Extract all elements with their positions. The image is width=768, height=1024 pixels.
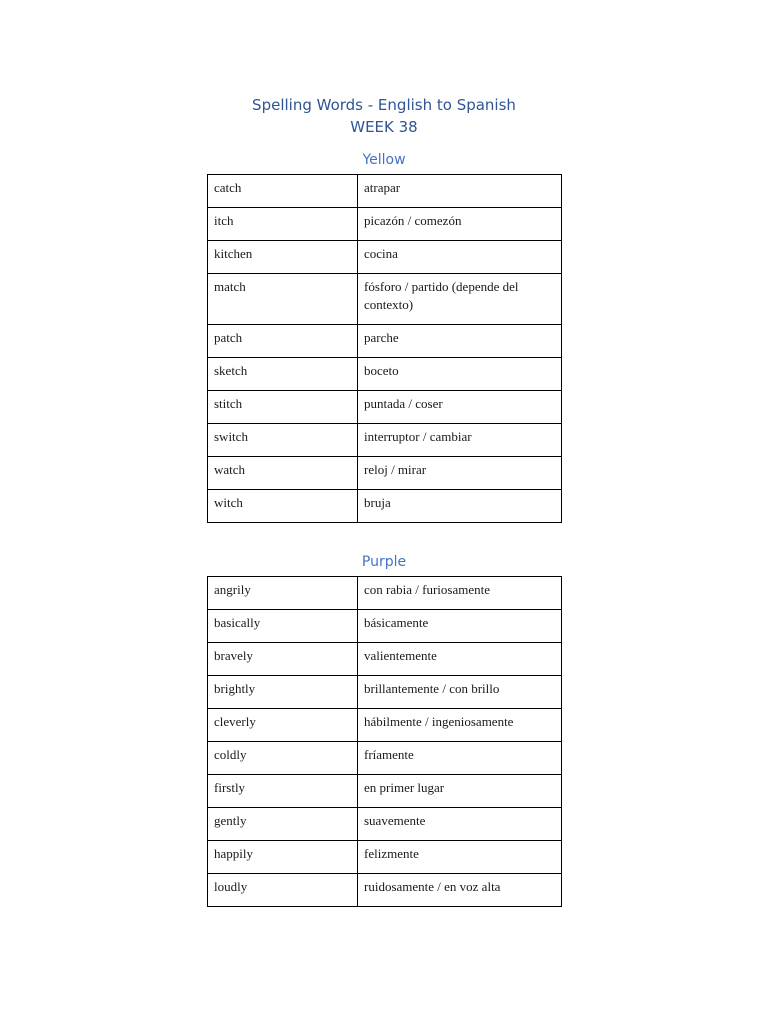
- table-row: [208, 208, 562, 241]
- word-table-yellow: [207, 174, 562, 523]
- spanish-translation: parche: [358, 325, 562, 358]
- english-word: switch: [208, 424, 358, 457]
- english-word: patch: [208, 325, 358, 358]
- table-row: [208, 610, 562, 643]
- spanish-translation: fríamente: [358, 742, 562, 775]
- spanish-translation: fósforo / partido (depende del contexto): [358, 274, 562, 325]
- english-word: bravely: [208, 643, 358, 676]
- table-row: [208, 175, 562, 208]
- section-heading-purple: Purple: [361, 554, 407, 570]
- spanish-translation: reloj / mirar: [358, 457, 562, 490]
- spanish-translation: picazón / comezón: [358, 208, 562, 241]
- spanish-translation: ruidosamente / en voz alta: [358, 874, 562, 907]
- english-word: basically: [208, 610, 358, 643]
- english-word: kitchen: [208, 241, 358, 274]
- document-title: Spelling Words - English to Spanish: [252, 96, 516, 114]
- spanish-translation: cocina: [358, 241, 562, 274]
- english-word: catch: [208, 175, 358, 208]
- table-row: [208, 325, 562, 358]
- english-word: brightly: [208, 676, 358, 709]
- table-row: [208, 358, 562, 391]
- english-word: gently: [208, 808, 358, 841]
- table-row: [208, 742, 562, 775]
- spanish-translation: en primer lugar: [358, 775, 562, 808]
- table-row: [208, 424, 562, 457]
- english-word: coldly: [208, 742, 358, 775]
- table-row: [208, 643, 562, 676]
- english-word: stitch: [208, 391, 358, 424]
- word-table-purple: [207, 576, 562, 907]
- table-row: [208, 709, 562, 742]
- table-row: [208, 874, 562, 907]
- table-row: [208, 808, 562, 841]
- table-row: [208, 490, 562, 523]
- english-word: watch: [208, 457, 358, 490]
- table-row: [208, 391, 562, 424]
- document-subtitle-week: WEEK 38: [350, 118, 418, 136]
- english-word: angrily: [208, 577, 358, 610]
- english-word: match: [208, 274, 358, 325]
- english-word: cleverly: [208, 709, 358, 742]
- spanish-translation: hábilmente / ingeniosamente: [358, 709, 562, 742]
- table-row: [208, 577, 562, 610]
- spanish-translation: bruja: [358, 490, 562, 523]
- section-heading-yellow: Yellow: [362, 152, 406, 168]
- table-row: [208, 241, 562, 274]
- english-word: witch: [208, 490, 358, 523]
- spanish-translation: felizmente: [358, 841, 562, 874]
- spanish-translation: boceto: [358, 358, 562, 391]
- table-row: [208, 775, 562, 808]
- table-row: [208, 841, 562, 874]
- spanish-translation: interruptor / cambiar: [358, 424, 562, 457]
- spanish-translation: básicamente: [358, 610, 562, 643]
- spanish-translation: brillantemente / con brillo: [358, 676, 562, 709]
- spanish-translation: valientemente: [358, 643, 562, 676]
- english-word: sketch: [208, 358, 358, 391]
- table-row: [208, 274, 562, 325]
- english-word: itch: [208, 208, 358, 241]
- spanish-translation: atrapar: [358, 175, 562, 208]
- english-word: happily: [208, 841, 358, 874]
- spanish-translation: puntada / coser: [358, 391, 562, 424]
- spanish-translation: suavemente: [358, 808, 562, 841]
- spanish-translation: con rabia / furiosamente: [358, 577, 562, 610]
- table-row: [208, 457, 562, 490]
- table-row: [208, 676, 562, 709]
- english-word: firstly: [208, 775, 358, 808]
- english-word: loudly: [208, 874, 358, 907]
